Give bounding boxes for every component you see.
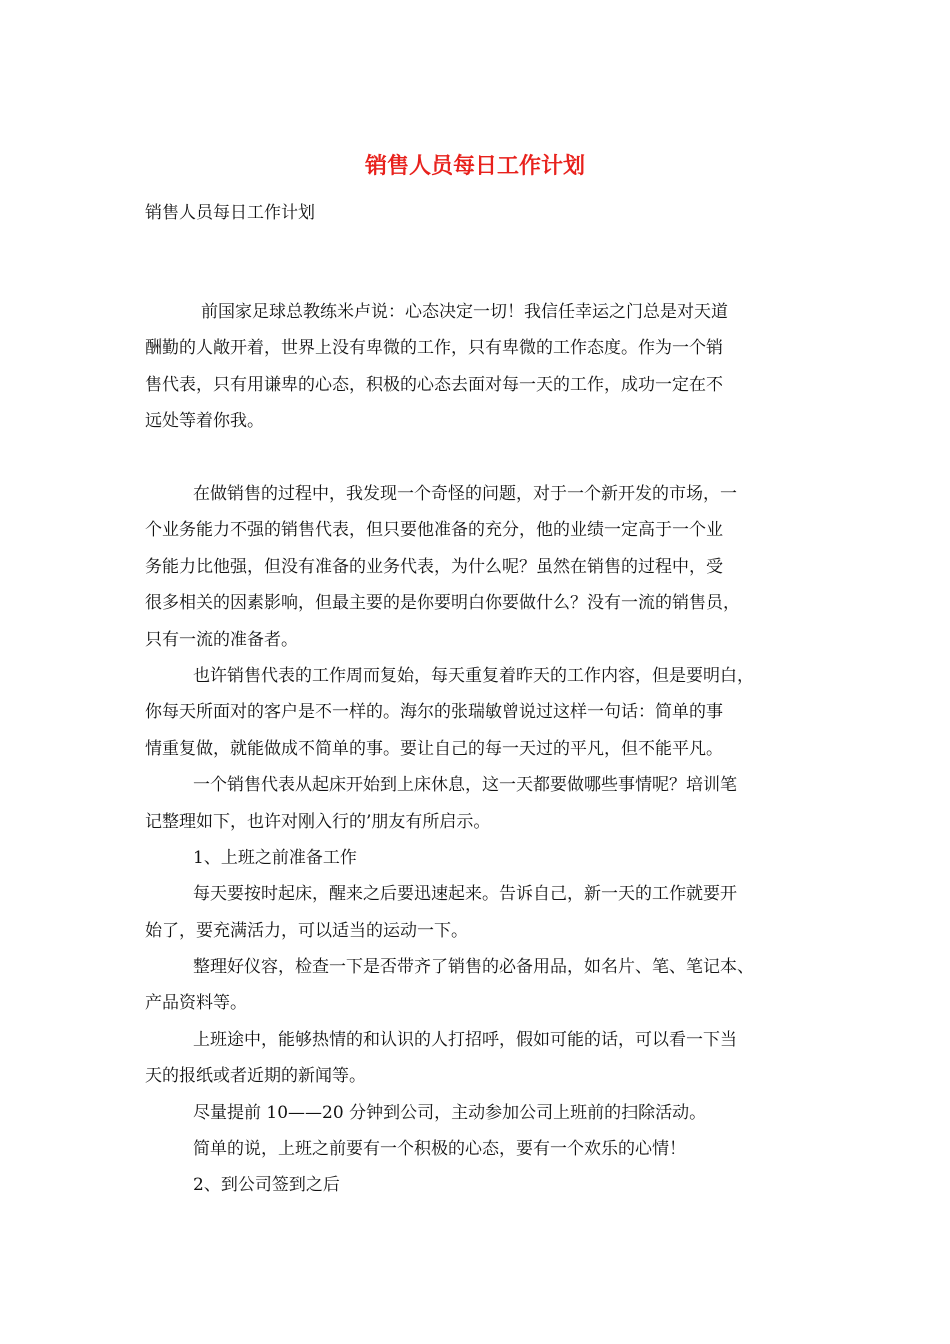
- main-body: [145, 476, 815, 1204]
- section-heading: 1、上班之前准备工作: [193, 847, 357, 868]
- text-line: 上班途中，能够热情的和认识的人打招呼，假如可能的话，可以看一下当: [193, 1029, 737, 1050]
- text-line: 每天要按时起床，醒来之后要迅速起来。告诉自己，新一天的工作就要开: [193, 884, 737, 905]
- text-line: 售代表，只有用谦卑的心态，积极的心态去面对每一天的工作，成功一定在不: [145, 374, 723, 395]
- text-line: 只有一流的准备者。: [145, 629, 298, 650]
- text-line: 始了，要充满活力，可以适当的运动一下。: [145, 920, 468, 941]
- section-heading: 2、到公司签到之后: [193, 1175, 340, 1196]
- text-line: 很多相关的因素影响，但最主要的是你要明白你要做什么？没有一流的销售员，: [145, 593, 740, 614]
- text-line: 产品资料等。: [145, 993, 247, 1014]
- text-line: 也许销售代表的工作周而复始，每天重复着昨天的工作内容，但是要明白，: [193, 665, 754, 686]
- document-title: 销售人员每日工作计划: [364, 154, 585, 179]
- text-line: 一个销售代表从起床开始到上床休息，这一天都要做哪些事情呢？培训笔: [193, 775, 737, 796]
- document-subtitle: 销售人员每日工作计划: [145, 203, 315, 223]
- text-line: 尽量提前 10——20 分钟到公司，主动参加公司上班前的扫除活动。: [193, 1102, 707, 1123]
- text-line: 酬勤的人敞开着，世界上没有卑微的工作，只有卑微的工作态度。作为一个销: [145, 338, 723, 359]
- text-line: 个业务能力不强的销售代表，但只要他准备的充分，他的业绩一定高于一个业: [145, 520, 723, 541]
- text-line: 你每天所面对的客户是不一样的。海尔的张瑞敏曾说过这样一句话：简单的事: [145, 702, 723, 723]
- text-line: 远处等着你我。: [145, 411, 264, 432]
- text-line: 在做销售的过程中，我发现一个奇怪的问题，对于一个新开发的市场，一: [193, 484, 737, 504]
- text-line: 情重复做，就能做成不简单的事。要让自己的每一天过的平凡，但不能平凡。: [145, 738, 723, 759]
- text-line: 简单的说，上班之前要有一个积极的心态，要有一个欢乐的心情！: [193, 1139, 686, 1160]
- text-line: 整理好仪容，检查一下是否带齐了销售的必备用品，如名片、笔、笔记本、: [193, 957, 754, 978]
- intro-paragraph: [145, 294, 815, 440]
- text-line: 天的报纸或者近期的新闻等。: [145, 1066, 366, 1087]
- text-line: 记整理如下，也许对刚入行的’朋友有所启示。: [145, 811, 491, 832]
- text-line: 务能力比他强，但没有准备的业务代表，为什么呢？虽然在销售的过程中，受: [145, 556, 723, 577]
- text-line: 前国家足球总教练米卢说：心态决定一切！我信任幸运之门总是对天道: [201, 302, 728, 322]
